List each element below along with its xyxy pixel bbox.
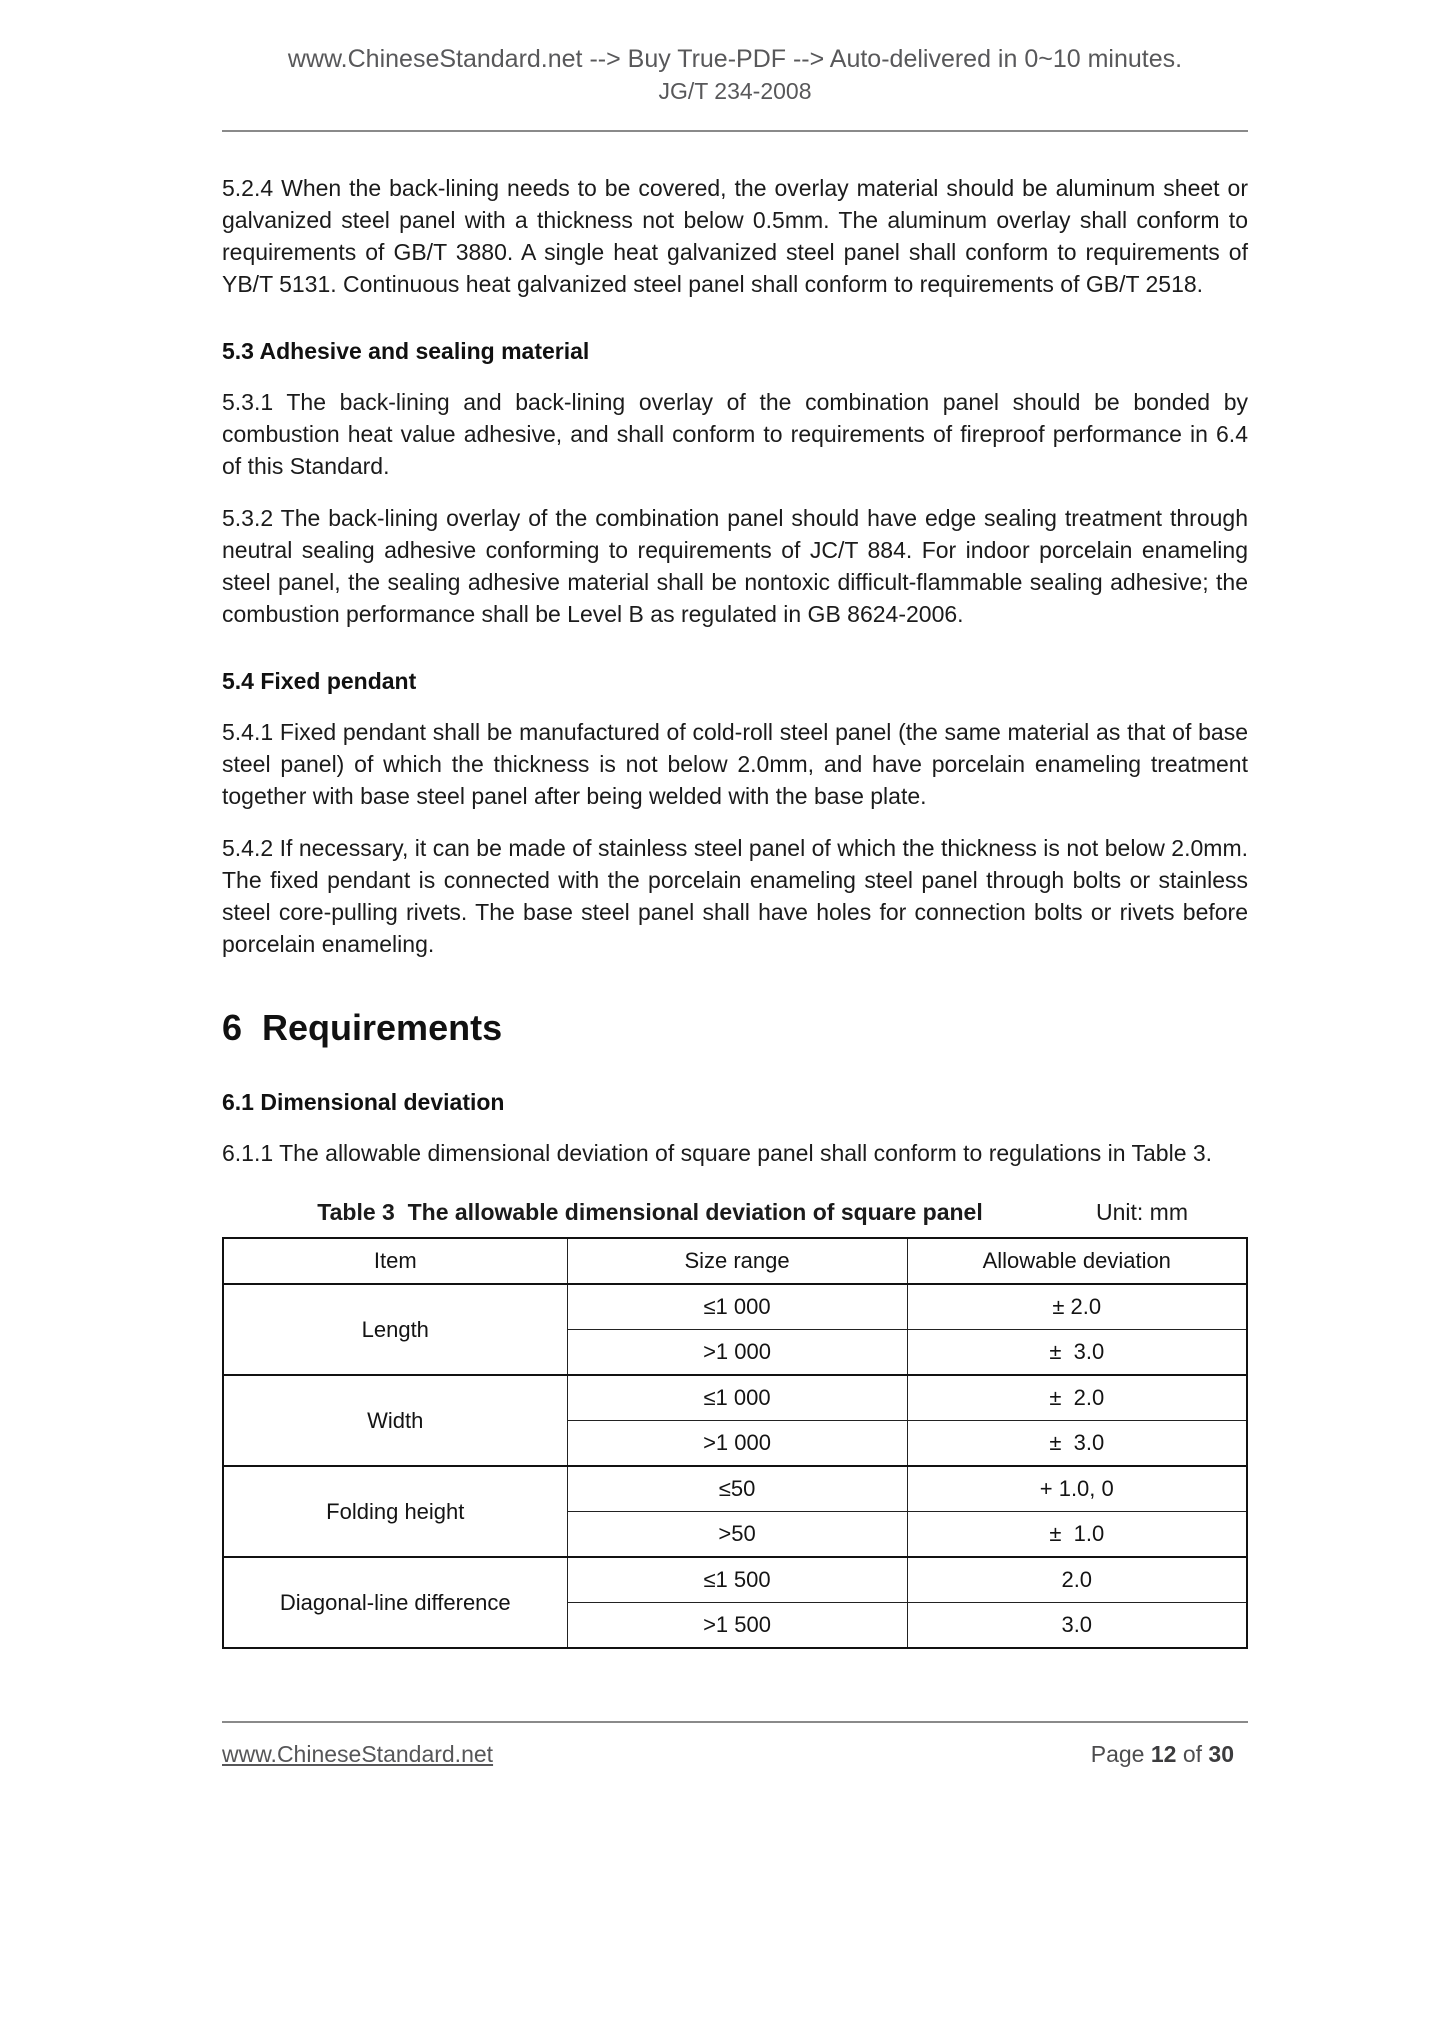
header-doc-code: JG/T 234-2008: [658, 78, 812, 104]
heading-5-4: 5.4 Fixed pendant: [222, 668, 417, 694]
table-row: [223, 1375, 1247, 1421]
footer-divider: [222, 1721, 1248, 1723]
footer-site-link[interactable]: www.ChineseStandard.net: [222, 1741, 494, 1767]
page-of-label: of: [1182, 1741, 1203, 1767]
size-range-cell: >1 000: [567, 1330, 907, 1376]
deviation-cell: ± 2.0: [907, 1284, 1247, 1330]
item-cell-diagonal-line-difference: Diagonal-line difference: [223, 1557, 567, 1648]
size-range-cell: >1 500: [567, 1603, 907, 1649]
deviation-cell: ± 1.0: [907, 1512, 1247, 1558]
table-row: [223, 1466, 1247, 1512]
deviation-cell: ± 3.0: [907, 1421, 1247, 1467]
col-header-allowable-deviation: Allowable deviation: [907, 1238, 1247, 1284]
item-cell-length: Length: [223, 1284, 567, 1375]
page-current: 12: [1150, 1741, 1177, 1767]
size-range-cell: >50: [567, 1512, 907, 1558]
deviation-cell: 3.0: [907, 1603, 1247, 1649]
size-range-cell: >1 000: [567, 1421, 907, 1467]
table-header-row: [223, 1238, 1247, 1284]
deviation-cell: ± 3.0: [907, 1330, 1247, 1376]
table-title: Table 3 The allowable dimensional deviation of square panel: [317, 1199, 983, 1225]
page-footer: [222, 1721, 1248, 1768]
table-unit-label: Unit: mm: [1096, 1199, 1188, 1225]
paragraph-5-3-1: 5.3.1 The back-lining and back-lining overlay of the combination panel should be bonded by combustion heat value adhesive, and shall conform to requirements of fireproof performance in 6.4 of this Standard.: [222, 389, 1248, 479]
size-range-cell: ≤1 000: [567, 1375, 907, 1421]
paragraph-5-4-2: 5.4.2 If necessary, it can be made of stainless steel panel of which the thickness is not below 2.0mm. The fixed pendant is connected with the porcelain enameling steel panel through bolts or stainless steel core-pulling rivets. The base steel panel shall have holes for connection bolts or rivets before porcelain enameling.: [222, 835, 1248, 957]
table-row: [223, 1557, 1247, 1603]
table-caption: [222, 1197, 1248, 1227]
paragraph-6-1-1: 6.1.1 The allowable dimensional deviation of square panel shall conform to regulations in Table 3.: [222, 1140, 1213, 1166]
size-range-cell: ≤1 500: [567, 1557, 907, 1603]
size-range-cell: ≤50: [567, 1466, 907, 1512]
size-range-cell: ≤1 000: [567, 1284, 907, 1330]
deviation-table: [222, 1237, 1248, 1649]
deviation-cell: 2.0: [907, 1557, 1247, 1603]
paragraph-5-3-2: 5.3.2 The back-lining overlay of the combination panel should have edge sealing treatment through neutral sealing adhesive conforming to requirements of JC/T 884. For indoor porcelain enameling steel panel, the sealing adhesive material shall be nontoxic difficult-flammable sealing adhesive; the combustion performance shall be Level B as regulated in GB 8624-2006.: [222, 505, 1248, 627]
paragraph-5-2-4: 5.2.4 When the back-lining needs to be covered, the overlay material should be aluminum sheet or galvanized steel panel with a thickness not below 0.5mm. The aluminum overlay shall conform to requirements of GB/T 3880. A single heat galvanized steel panel shall conform to requirements of YB/T 5131. Continuous heat galvanized steel panel shall conform to requirements of GB/T 2518.: [222, 175, 1248, 297]
page-total: 30: [1208, 1741, 1234, 1767]
heading-5-3: 5.3 Adhesive and sealing material: [222, 338, 590, 364]
page-label: Page: [1090, 1741, 1145, 1767]
deviation-cell: ± 2.0: [907, 1375, 1247, 1421]
paragraph-5-4-1: 5.4.1 Fixed pendant shall be manufactured of cold-roll steel panel (the same material as that of base steel panel) of which the thickness is not below 2.0mm, and have porcelain enameling treatment together with base steel panel after being welded with the base plate.: [222, 719, 1248, 809]
deviation-cell: + 1.0, 0: [907, 1466, 1247, 1512]
item-cell-folding-height: Folding height: [223, 1466, 567, 1557]
header-divider: [222, 130, 1248, 132]
page-number: [1091, 1741, 1248, 1768]
item-cell-width: Width: [223, 1375, 567, 1466]
page-content: [222, 172, 1248, 1649]
table-row: [223, 1284, 1247, 1330]
heading-6-1: 6.1 Dimensional deviation: [222, 1089, 505, 1115]
col-header-size-range: Size range: [567, 1238, 907, 1284]
header-promo-text: www.ChineseStandard.net --> Buy True-PDF --> Auto-delivered in 0~10 minutes.: [287, 45, 1183, 73]
heading-6-requirements: 6 Requirements: [222, 1007, 503, 1048]
col-header-item: Item: [223, 1238, 567, 1284]
page-header: [222, 0, 1248, 132]
